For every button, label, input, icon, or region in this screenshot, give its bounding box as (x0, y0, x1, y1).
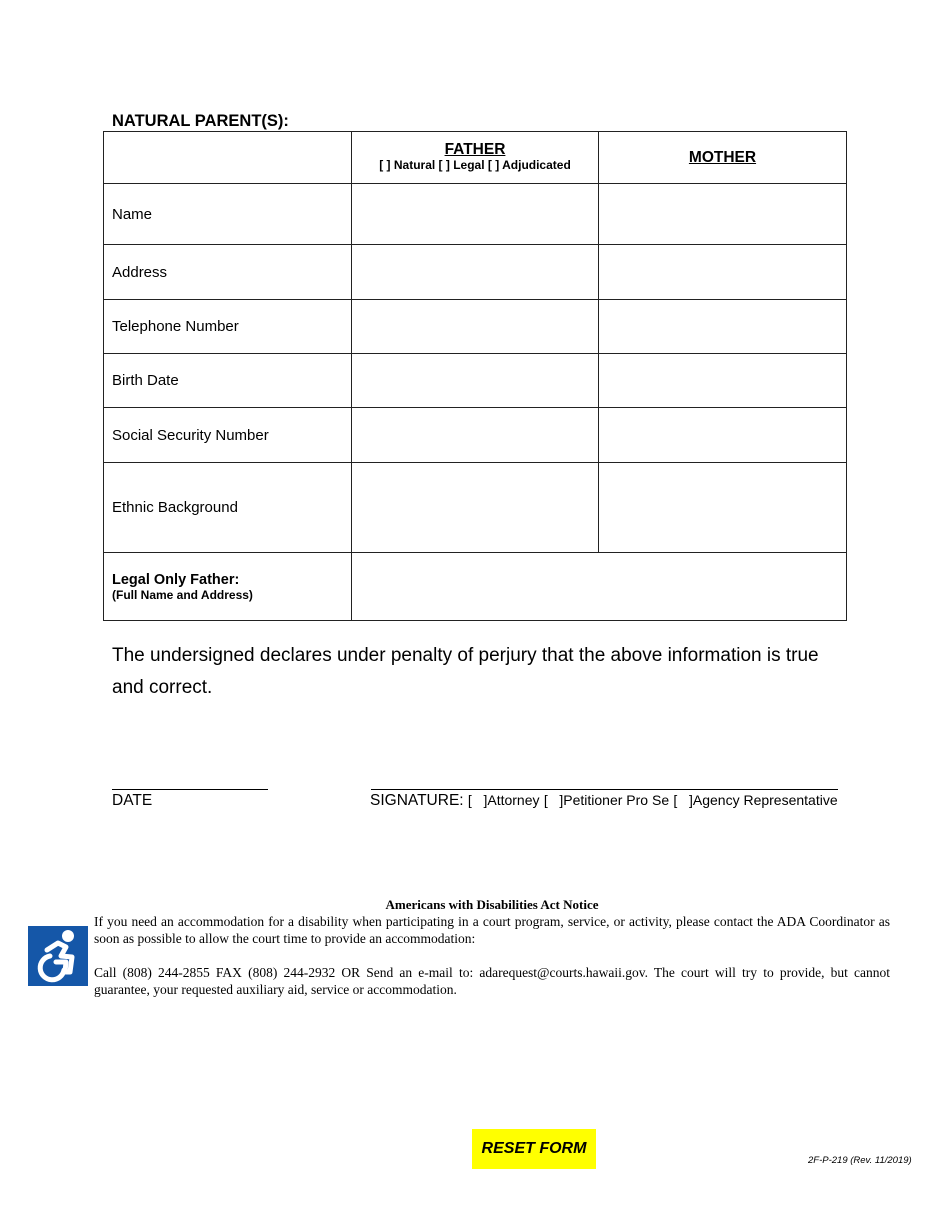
header-empty-cell (104, 132, 352, 184)
mother-name-field[interactable] (599, 184, 847, 245)
agency-checkbox[interactable]: [ (673, 792, 689, 808)
table-row (104, 408, 847, 463)
reset-form-button[interactable]: RESET FORM (472, 1129, 596, 1169)
ada-notice-title: Americans with Disabilities Act Notice (385, 897, 599, 912)
father-address-field[interactable] (352, 245, 599, 300)
petitioner-checkbox[interactable]: [ (543, 792, 560, 808)
petitioner-option-label: ]Petitioner Pro Se (559, 792, 670, 808)
table-row (104, 300, 847, 354)
mother-telephone-field[interactable] (599, 300, 847, 354)
table-row (104, 184, 847, 245)
mother-address-field[interactable] (599, 245, 847, 300)
mother-birth-date-field[interactable] (599, 354, 847, 408)
signature-label: SIGNATURE: (370, 792, 464, 809)
father-header-cell (352, 132, 599, 184)
ada-notice-paragraph-1: If you need an accommodation for a disability when participating in a court program, service, or activity, please contact the ADA Coordinator as soon as possible to allow the court time to provide an accommodation: (94, 914, 890, 946)
row-label-birth-date: Birth Date (104, 354, 352, 408)
accessibility-icon (28, 926, 88, 986)
father-birth-date-field[interactable] (352, 354, 599, 408)
agency-option-label: ]Agency Representative (688, 792, 838, 808)
signature-line[interactable] (371, 789, 838, 790)
perjury-declaration: The undersigned declares under penalty of perjury that the above information is true and correct. (112, 645, 819, 698)
mother-header-cell (599, 132, 847, 184)
mother-ssn-field[interactable] (599, 408, 847, 463)
legal-father-label-cell (104, 553, 352, 621)
table-row (104, 245, 847, 300)
row-label-name: Name (104, 184, 352, 245)
table-row (104, 463, 847, 553)
attorney-checkbox[interactable]: [ (467, 792, 484, 808)
row-label-ethnic-background: Ethnic Background (104, 463, 352, 553)
table-row (104, 553, 847, 621)
table-header-row (104, 132, 847, 184)
row-label-address: Address (104, 245, 352, 300)
father-telephone-field[interactable] (352, 300, 599, 354)
signature-row (370, 792, 838, 810)
natural-parents-table (103, 131, 847, 621)
date-label: DATE (112, 792, 153, 809)
father-ethnic-background-field[interactable] (352, 463, 599, 553)
legal-father-sublabel: (Full Name and Address) (112, 587, 253, 602)
ada-notice-paragraph-2: Call (808) 244-2855 FAX (808) 244-2932 OR Send an e-mail to: adarequest@courts.hawaii.gov. The court will try to provide, but cannot guarantee, your requested auxiliary aid, service or accommodation. (94, 965, 890, 997)
mother-header: MOTHER (688, 148, 757, 166)
form-number: 2F-P-219 (Rev. 11/2019) (808, 1155, 912, 1166)
row-label-telephone: Telephone Number (104, 300, 352, 354)
legal-father-label: Legal Only Father: (112, 571, 240, 588)
mother-ethnic-background-field[interactable] (599, 463, 847, 553)
father-type-checkboxes[interactable]: [ ] Natural [ ] Legal [ ] Adjudicated (379, 158, 571, 172)
legal-father-field[interactable] (352, 553, 847, 621)
father-ssn-field[interactable] (352, 408, 599, 463)
father-header: FATHER (444, 141, 506, 158)
attorney-option-label: ]Attorney (483, 792, 540, 808)
date-line[interactable] (112, 789, 268, 790)
father-name-field[interactable] (352, 184, 599, 245)
table-row (104, 354, 847, 408)
row-label-ssn: Social Security Number (104, 408, 352, 463)
section-title: NATURAL PARENT(S): (112, 112, 289, 130)
